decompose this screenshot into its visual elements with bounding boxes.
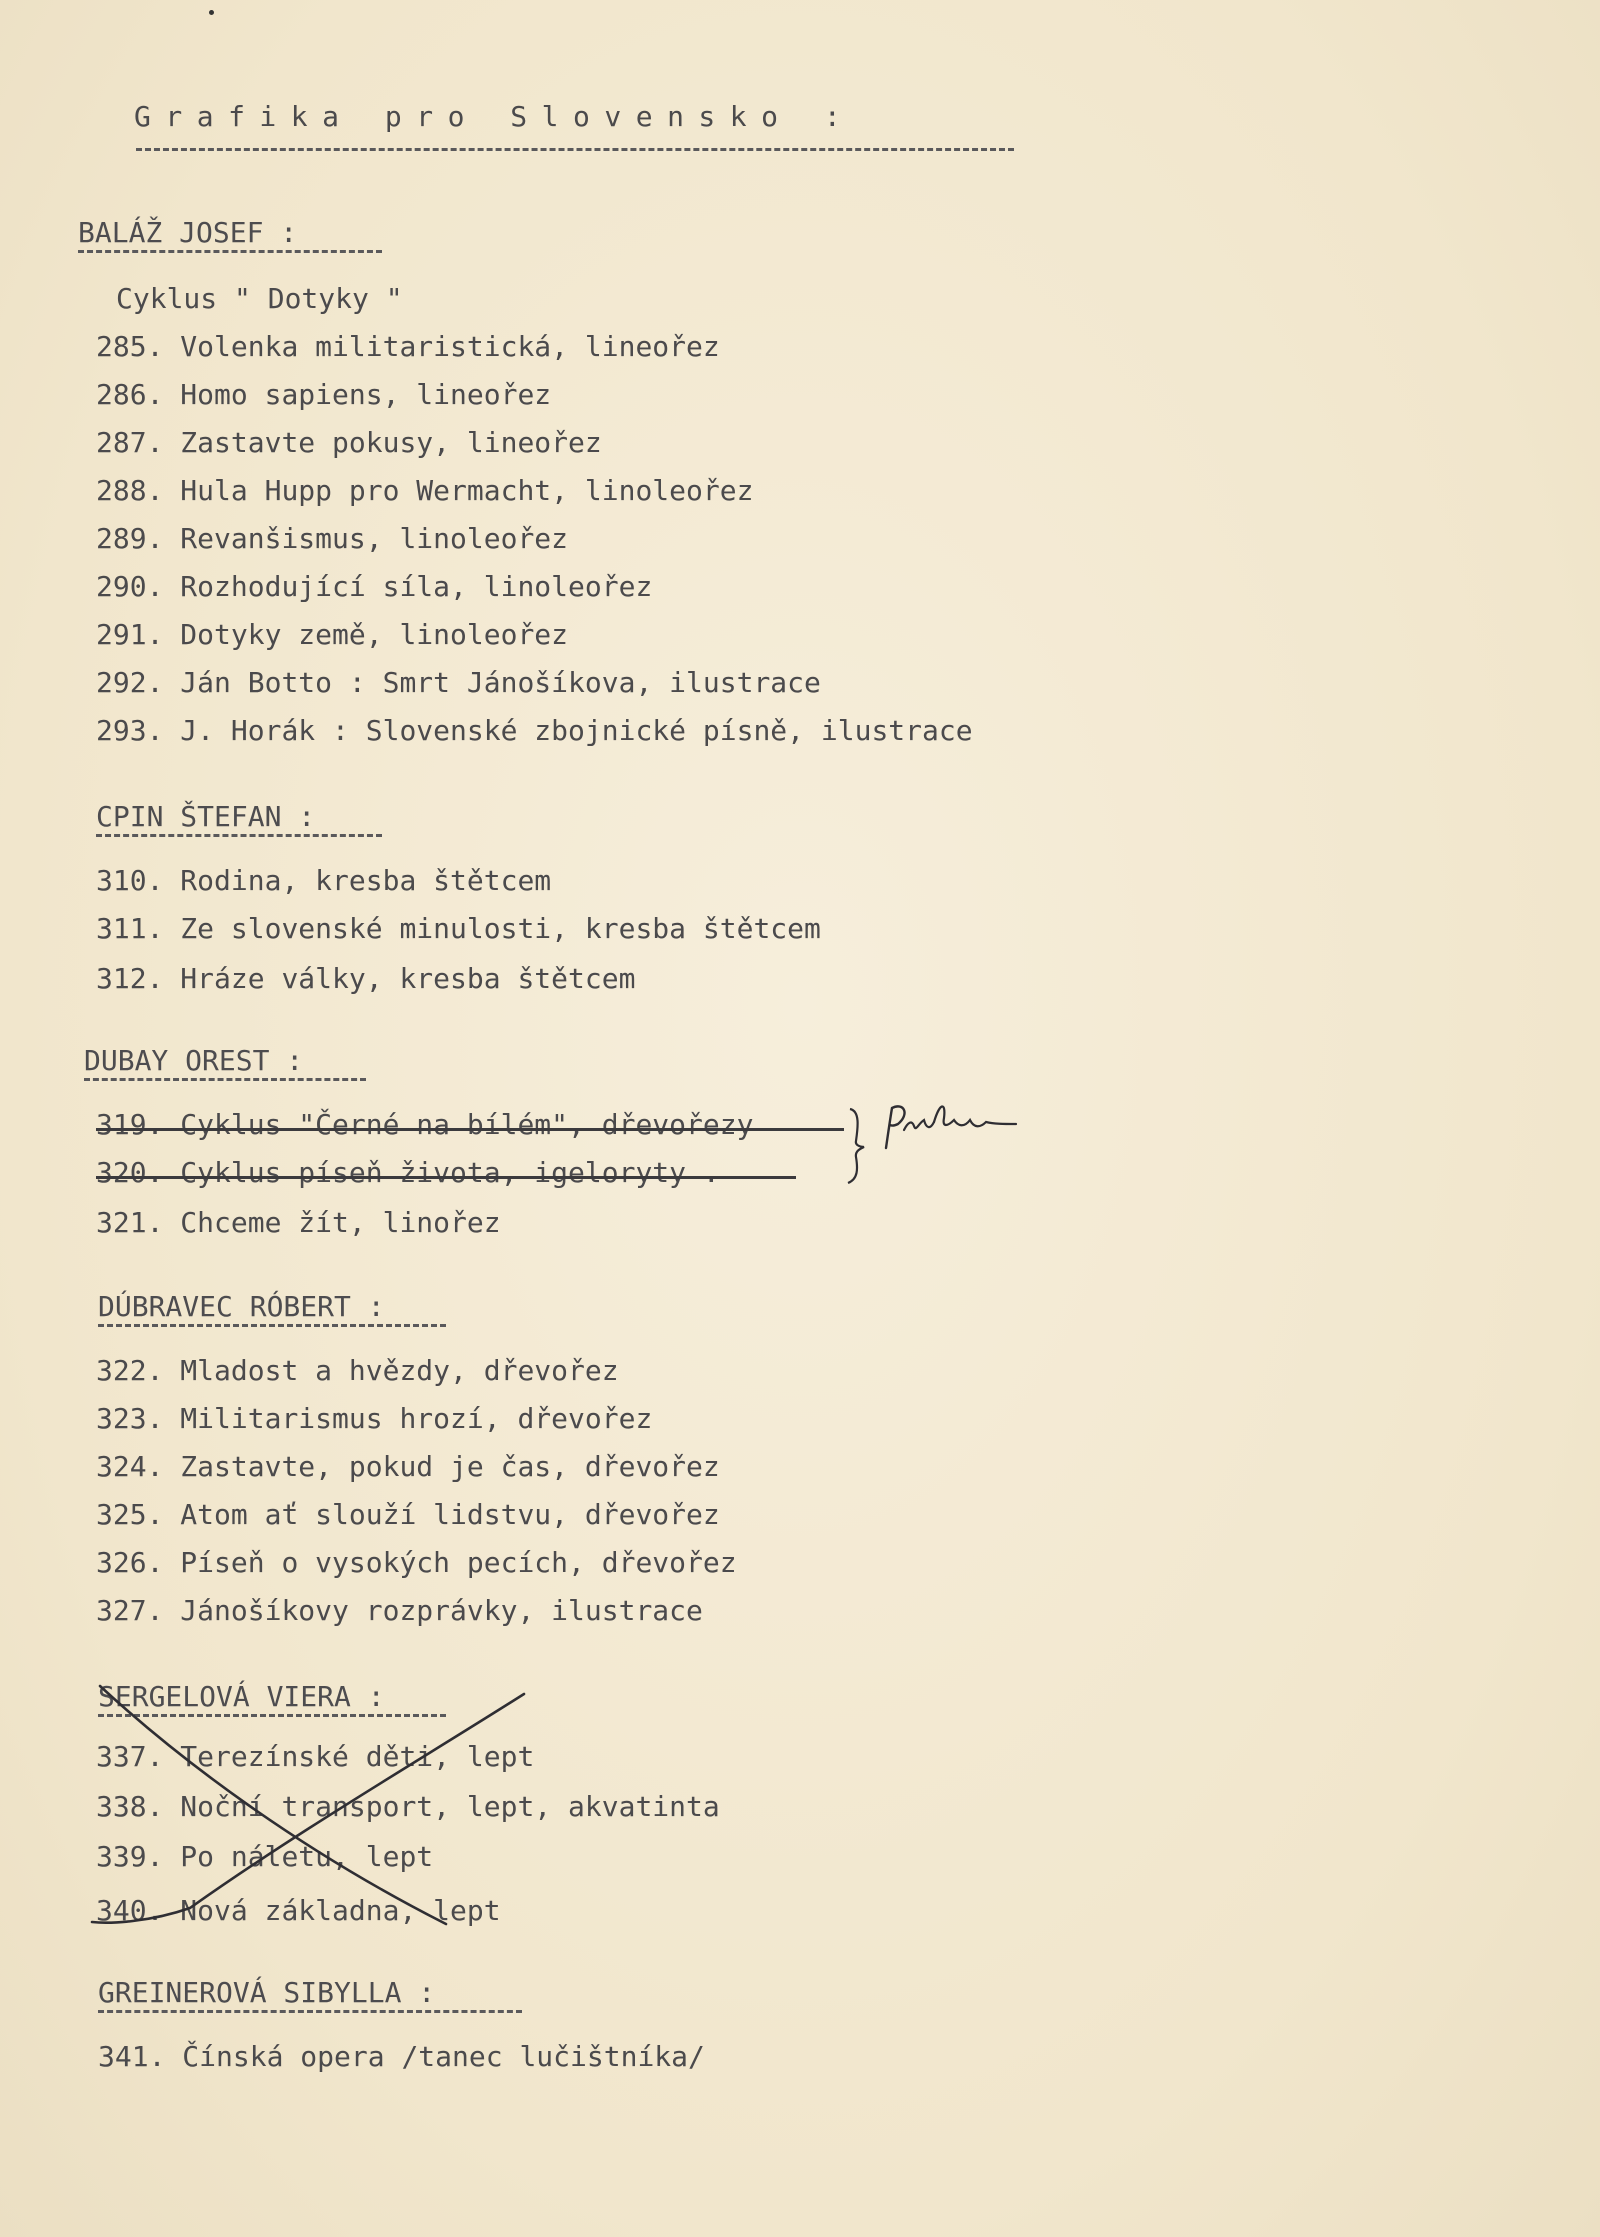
list-item-struck: 320. Cyklus píseň života, igeloryty . xyxy=(96,1156,720,1189)
list-item: 337. Terezínské děti, lept xyxy=(96,1740,535,1773)
strikethrough-line xyxy=(96,1128,844,1131)
artist-heading-sergelova: SERGELOVÁ VIERA : xyxy=(98,1680,385,1713)
list-item-struck: 319. Cyklus "Černé na bílém", dřevořezy xyxy=(96,1108,754,1141)
list-item: 321. Chceme žít, linořez xyxy=(96,1206,501,1239)
list-item: 285. Volenka militaristická, lineořez xyxy=(96,330,720,363)
cycle-subtitle: Cyklus " Dotyky " xyxy=(116,282,403,315)
artist-underline xyxy=(96,834,382,837)
artist-underline xyxy=(84,1078,366,1081)
artist-heading-balaz: BALÁŽ JOSEF : xyxy=(78,216,298,249)
brace-mark xyxy=(846,1107,866,1185)
list-item: 290. Rozhodující síla, linoleořez xyxy=(96,570,653,603)
list-item: 341. Čínská opera /tanec lučištníka/ xyxy=(98,2040,705,2073)
list-item: 288. Hula Hupp pro Wermacht, linoleořez xyxy=(96,474,754,507)
list-item: 311. Ze slovenské minulosti, kresba štětcem xyxy=(96,912,821,945)
list-item: 286. Homo sapiens, lineořez xyxy=(96,378,552,411)
list-item: 326. Píseň o vysokých pecích, dřevořez xyxy=(96,1546,737,1579)
list-item: 324. Zastavte, pokud je čas, dřevořez xyxy=(96,1450,720,1483)
artist-heading-dubay: DUBAY OREST : xyxy=(84,1044,304,1077)
title-underline xyxy=(136,148,1014,151)
artist-underline xyxy=(98,1714,446,1717)
artist-heading-greinerova: GREINEROVÁ SIBYLLA : xyxy=(98,1976,436,2009)
list-item: 291. Dotyky země, linoleořez xyxy=(96,618,569,651)
artist-underline xyxy=(98,2010,522,2013)
list-item: 340. Nová základna, lept xyxy=(96,1894,501,1927)
list-item: 289. Revanšismus, linoleořez xyxy=(96,522,569,555)
artist-underline xyxy=(98,1324,446,1327)
svg-text:Praha: Praha xyxy=(880,1156,884,1157)
list-item: 293. J. Horák : Slovenské zbojnické písně, ilustrace xyxy=(96,714,973,747)
list-item: 292. Ján Botto : Smrt Jánošíkova, ilustrace xyxy=(96,666,821,699)
list-item: 339. Po náletu, lept xyxy=(96,1840,434,1873)
list-item: 312. Hráze války, kresba štětcem xyxy=(96,962,636,995)
artist-heading-dubravec: DÚBRAVEC RÓBERT : xyxy=(98,1290,385,1323)
list-item: 325. Atom ať slouží lidstvu, dřevořez xyxy=(96,1498,720,1531)
list-item: 323. Militarismus hrozí, dřevořez xyxy=(96,1402,653,1435)
handwritten-note xyxy=(880,1098,1020,1158)
list-item: 322. Mladost a hvězdy, dřevořez xyxy=(96,1354,619,1387)
list-item: 338. Noční transport, lept, akvatinta xyxy=(96,1790,720,1823)
list-item: 327. Jánošíkovy rozprávky, ilustrace xyxy=(96,1594,703,1627)
strikethrough-line xyxy=(96,1176,796,1179)
artist-heading-cpin: CPIN ŠTEFAN : xyxy=(96,800,316,833)
page-title: Grafika pro Slovensko : xyxy=(134,100,856,133)
ink-dot xyxy=(209,10,214,15)
artist-underline xyxy=(78,250,382,253)
list-item: 310. Rodina, kresba štětcem xyxy=(96,864,552,897)
list-item: 287. Zastavte pokusy, lineořez xyxy=(96,426,602,459)
